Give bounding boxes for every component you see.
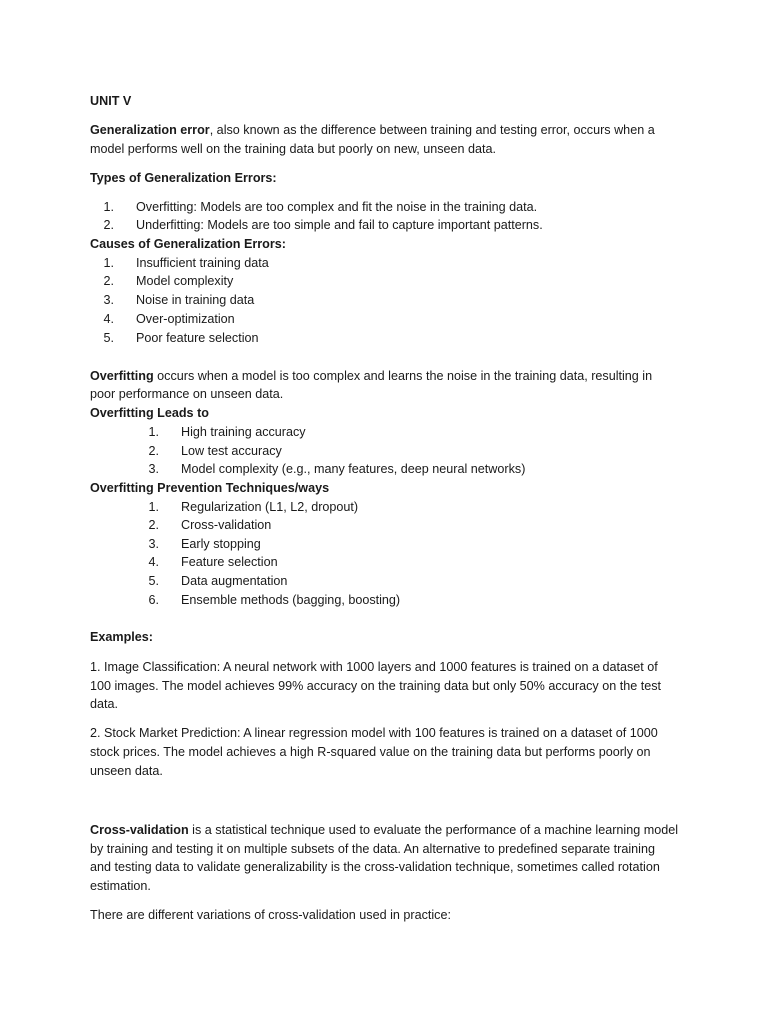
example-2-line-1: 2. Stock Market Prediction: A linear regression model with 100 features is trained on a dataset of 1000 xyxy=(90,726,658,740)
list-number: 5. xyxy=(148,574,159,588)
example-1-line-3: data. xyxy=(90,697,119,711)
examples-heading: Examples: xyxy=(90,630,153,644)
unit-heading: UNIT V xyxy=(90,94,132,108)
list-number: 1. xyxy=(103,200,114,214)
list-number: 3. xyxy=(148,462,159,476)
list-text: Cross-validation xyxy=(181,518,272,532)
gen-error-term: Generalization error xyxy=(90,123,210,137)
crossval-paragraph-line-1 xyxy=(90,821,678,839)
list-number: 2. xyxy=(148,444,159,458)
causes-heading: Causes of Generalization Errors: xyxy=(90,237,286,251)
list-text: Poor feature selection xyxy=(136,331,259,345)
example-1-line-2: 100 images. The model achieves 99% accuracy on the training data but only 50% accuracy on the test xyxy=(90,679,662,693)
list-text: Low test accuracy xyxy=(181,444,282,458)
list-text: Data augmentation xyxy=(181,574,288,588)
crossval-term: Cross-validation xyxy=(90,823,189,837)
crossval-text: is a statistical technique used to evaluate the performance of a machine learning model xyxy=(188,823,679,837)
list-number: 2. xyxy=(148,518,159,532)
list-text: Model complexity xyxy=(136,274,234,288)
list-number: 1. xyxy=(103,256,114,270)
prevention-heading: Overfitting Prevention Techniques/ways xyxy=(90,481,330,495)
example-2-line-3: unseen data. xyxy=(90,764,163,778)
list-number: 1. xyxy=(148,500,159,514)
list-text: Model complexity (e.g., many features, deep neural networks) xyxy=(181,462,526,476)
crossval-variations-line: There are different variations of cross-validation used in practice: xyxy=(90,908,451,922)
overfitting-term: Overfitting xyxy=(90,369,154,383)
gen-error-text: , also known as the difference between training and testing error, occurs when a xyxy=(209,123,655,137)
list-number: 4. xyxy=(148,555,159,569)
list-text: Early stopping xyxy=(181,537,261,551)
overfitting-text: occurs when a model is too complex and learns the noise in the training data, resulting in xyxy=(153,369,653,383)
list-text: Noise in training data xyxy=(136,293,255,307)
list-number: 3. xyxy=(148,537,159,551)
list-text: High training accuracy xyxy=(181,425,306,439)
crossval-paragraph-line-2: by training and testing it on multiple subsets of the data. An alternative to predefined separate training xyxy=(90,842,655,856)
example-2-line-2: stock prices. The model achieves a high R-squared value on the training data but performs poorly on xyxy=(90,745,651,759)
overfitting-paragraph-line-1 xyxy=(90,367,652,385)
leads-heading: Overfitting Leads to xyxy=(90,406,209,420)
list-text: Insufficient training data xyxy=(136,256,269,270)
list-number: 3. xyxy=(103,293,114,307)
list-text: Overfitting: Models are too complex and fit the noise in the training data. xyxy=(136,200,538,214)
list-number: 1. xyxy=(148,425,159,439)
gen-error-paragraph-line-2: model performs well on the training data but poorly on new, unseen data. xyxy=(90,142,497,156)
list-number: 5. xyxy=(103,331,114,345)
list-number: 2. xyxy=(103,274,114,288)
list-text: Ensemble methods (bagging, boosting) xyxy=(181,593,401,607)
example-1-line-1: 1. Image Classification: A neural network with 1000 layers and 1000 features is trained on a dataset of xyxy=(90,660,658,674)
list-number: 4. xyxy=(103,312,114,326)
list-text: Underfitting: Models are too simple and fail to capture important patterns. xyxy=(136,218,543,232)
list-text: Over-optimization xyxy=(136,312,235,326)
list-text: Feature selection xyxy=(181,555,278,569)
crossval-paragraph-line-3: and testing data to validate generalizability is the cross-validation technique, sometimes called rotation xyxy=(90,860,660,874)
types-heading: Types of Generalization Errors: xyxy=(90,171,277,185)
gen-error-paragraph-line-1 xyxy=(90,121,655,139)
crossval-paragraph-line-4: estimation. xyxy=(90,879,151,893)
overfitting-paragraph-line-2: poor performance on unseen data. xyxy=(90,387,284,401)
list-number: 6. xyxy=(148,593,159,607)
list-text: Regularization (L1, L2, dropout) xyxy=(181,500,359,514)
list-number: 2. xyxy=(103,218,114,232)
